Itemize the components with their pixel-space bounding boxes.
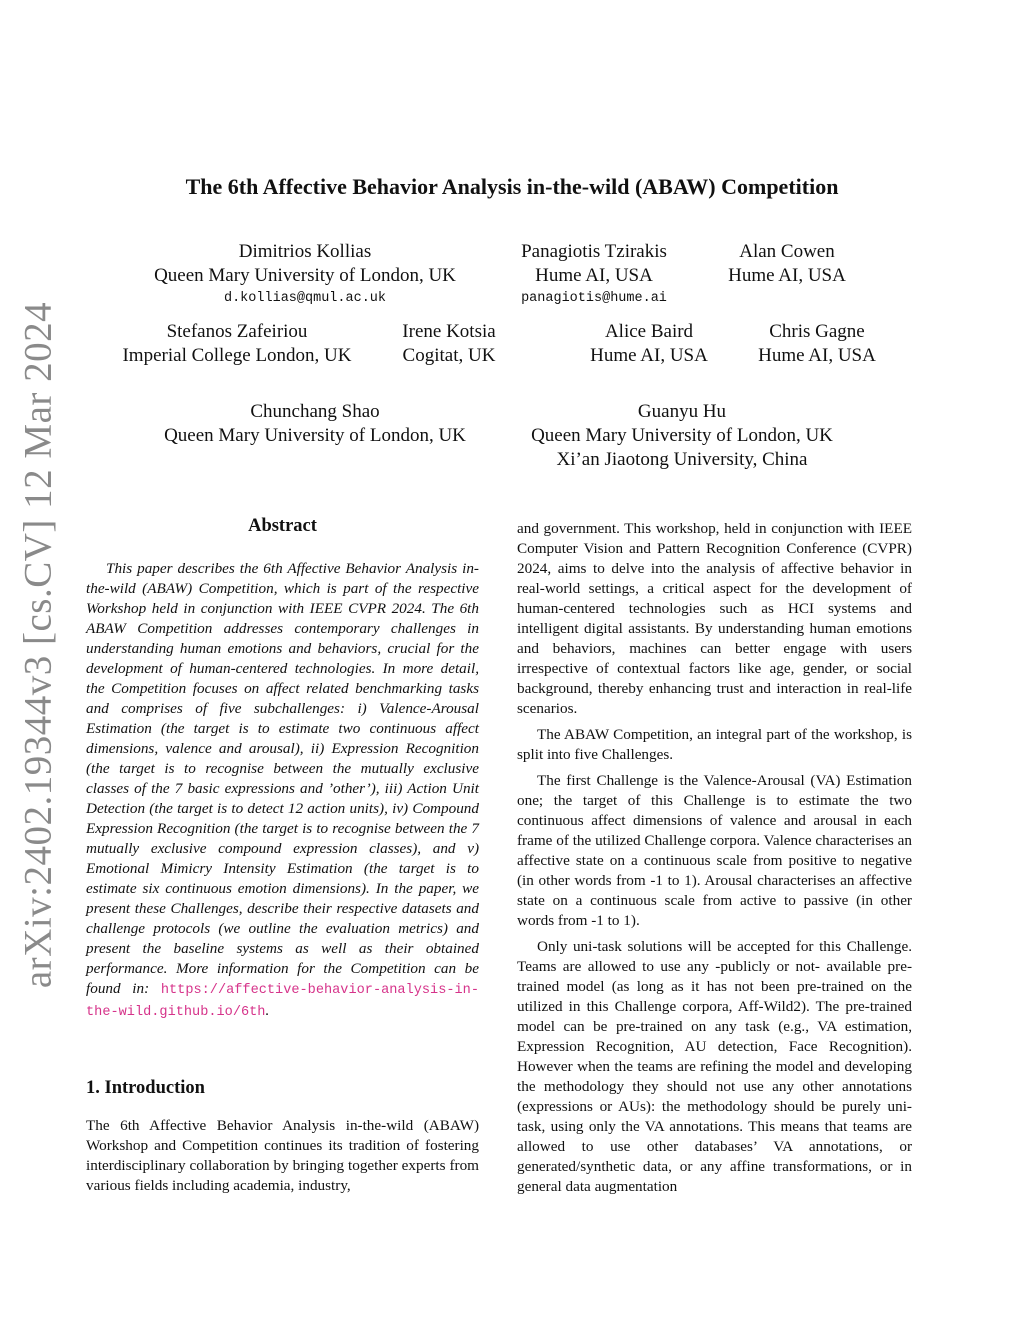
- author-name: Panagiotis Tzirakis: [521, 241, 667, 262]
- author-email[interactable]: panagiotis@hume.ai: [521, 291, 667, 306]
- author-affiliation: Hume AI, USA: [590, 345, 708, 366]
- author-block-gagne: [742, 320, 892, 368]
- abstract-end: .: [265, 1002, 270, 1019]
- author-block-baird: [574, 320, 724, 368]
- author-block-kotsia: [382, 320, 516, 368]
- abstract-heading: Abstract: [248, 516, 317, 536]
- author-block-cowen: [712, 240, 862, 288]
- author-affiliation: Hume AI, USA: [535, 265, 653, 286]
- paragraph: and government. This workshop, held in conjunction with IEEE Computer Vision and Pattern Recognition Conference (CVPR) 2024, aims to delve into the analysis of affective behavior in real-world settings, a critical aspect for the development of human-centered technologies such as HCI systems and intelligent digital assistants. By understanding human emotions and behaviors, machines can better engage with users irrespective of contextual factors like age, gender, or social background, thereby enhancing trust and interaction in real-life scenarios.: [517, 520, 912, 717]
- author-affiliation: Imperial College London, UK: [122, 345, 352, 366]
- arxiv-id-text: arXiv:2402.19344v3 [cs.CV] 12 Mar 2024: [16, 301, 60, 989]
- author-email[interactable]: d.kollias@qmul.ac.uk: [223, 291, 387, 306]
- paragraph: The ABAW Competition, an integral part of the workshop, is split into five Challenges.: [517, 726, 912, 763]
- paper-title: The 6th Affective Behavior Analysis in-the-wild (ABAW) Competition: [185, 174, 839, 199]
- author-block-kollias: [130, 240, 480, 310]
- introduction-body: [86, 1116, 479, 1196]
- author-block-zafeiriou: [106, 320, 368, 368]
- author-name: Guanyu Hu: [637, 401, 727, 422]
- author-name: Alan Cowen: [739, 241, 835, 262]
- author-affiliation: Cogitat, UK: [402, 345, 496, 366]
- paragraph: The 6th Affective Behavior Analysis in-the-wild (ABAW) Workshop and Competition continues its tradition of fostering interdisciplinary collaboration by bringing together experts from various fields including academia, industry,: [86, 1117, 479, 1194]
- author-affiliation: Queen Mary University of London, UK: [164, 425, 466, 446]
- author-name: Dimitrios Kollias: [238, 241, 372, 262]
- paragraph: Only uni-task solutions will be accepted for this Challenge. Teams are allowed to use any -publicly or not- available pre-trained model (as long as it has not been pre-trained on the utilized in this Challenge corpora, Aff-Wild2). The pre-trained model can be pre-trained on any task (e.g., VA estimation, Expression Recognition, AU detection, Face Recognition). However when the teams are refining the model and developing the methodology they should not use any other annotations (expressions or AUs): the methodology should be purely uni-task, using only the VA annotations. This means that teams are allowed to use other databases’ VA annotations, or generated/synthetic data, or any affine transformations, or in general data augmentation: [517, 938, 912, 1195]
- abstract-text: This paper describes the 6th Affective Behavior Analysis in-the-wild (ABAW) Competition, which is part of the respective Workshop held in conjunction with IEEE CVPR 2024. The 6th ABAW Competition addresses contemporary challenges in understanding human emotions and behaviors, crucial for the development of human-centered technologies. In more detail, the Competition focuses on affect related benchmarking tasks and comprises of five subchallenges: i) Valence-Arousal Estimation (the target is to estimate two continuous affect dimensions, valence and arousal), ii) Expression Recognition (the target is to recognise between the mutually exclusive classes of the 7 basic expressions and ’other’), iii) Action Unit Detection (the target is to detect 12 action units), iv) Compound Expression Recognition (the target is to recognise between the 7 mutually exclusive compound expression classes), and v) Emotional Mimicry Intensity Estimation (the target is to estimate six continuous emotion dimensions). In the paper, we present these Challenges, describe their respective datasets and challenge protocols (we outline the evaluation metrics) and present the baseline systems as well as their obtained performance. More information for the Competition can be found in:: [86, 560, 479, 997]
- author-block-tzirakis: [494, 240, 694, 310]
- author-name: Stefanos Zafeiriou: [166, 321, 308, 342]
- author-affiliation-secondary: Xi’an Jiaotong University, China: [556, 449, 808, 470]
- author-block-hu: [507, 400, 857, 472]
- author-affiliation: Hume AI, USA: [758, 345, 876, 366]
- right-column-body: [517, 519, 912, 1197]
- paragraph: The first Challenge is the Valence-Arousal (VA) Estimation one; the target of this Challenge is to estimate the two continuous affect dimensions of valence and arousal in each frame of the utilized Challenge corpora. Valence characterises an affective state on a continuous scale from positive to negative (in other words from -1 to 1). Arousal characterises an affective state on a continuous scale from active to passive (in other words from -1 to 1).: [517, 772, 912, 929]
- author-name: Irene Kotsia: [402, 321, 496, 342]
- author-name: Chunchang Shao: [250, 401, 380, 422]
- author-block-shao: [140, 400, 490, 448]
- competition-link[interactable]: https://affective-behavior-analysis-in-the-wild.github.io/6th: [86, 983, 479, 1020]
- arxiv-side-stamp: [8, 301, 68, 989]
- author-name: Alice Baird: [604, 321, 694, 342]
- section-heading-introduction: 1. Introduction: [86, 1078, 205, 1098]
- author-affiliation: Hume AI, USA: [728, 265, 846, 286]
- author-affiliation: Queen Mary University of London, UK: [531, 425, 833, 446]
- abstract-body: [86, 559, 479, 1023]
- author-affiliation: Queen Mary University of London, UK: [154, 265, 456, 286]
- author-name: Chris Gagne: [769, 321, 865, 342]
